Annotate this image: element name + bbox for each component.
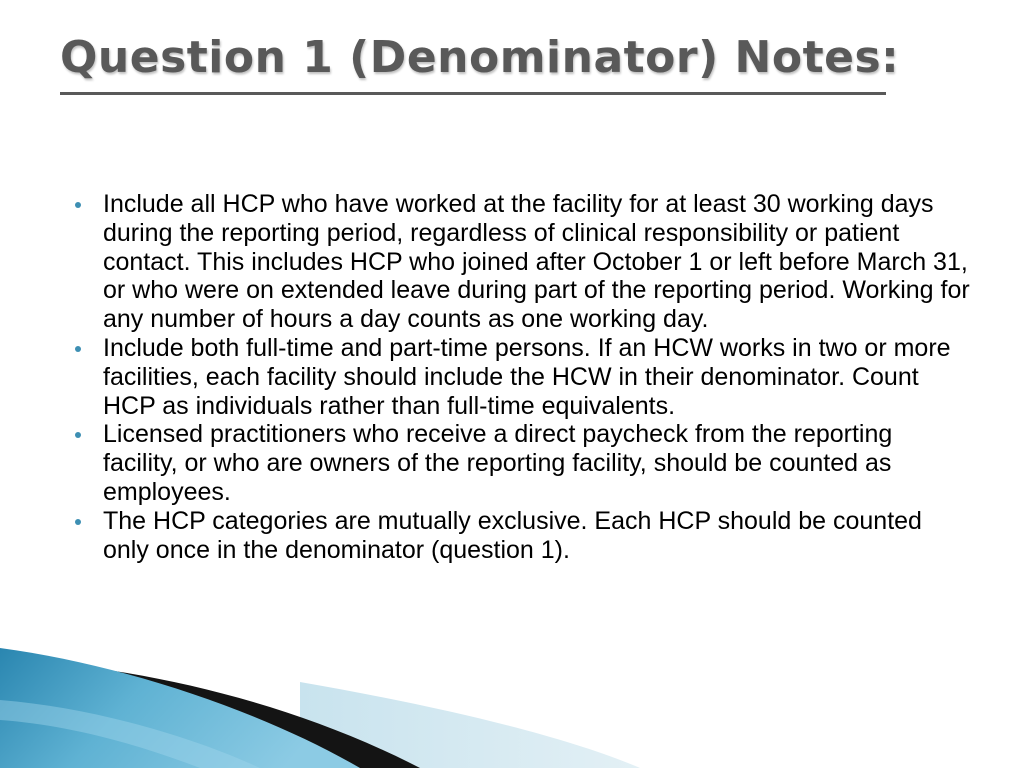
teal-highlight [0,700,260,768]
bullet-dot-icon [75,519,81,525]
bullet-item-2 [72,334,972,420]
dark-swoosh [40,662,420,768]
bullet-text-1: Include all HCP who have worked at the facility for at least 30 working days during the reporting period, regardless of clinical responsibility or patient contact. This includes HCP who joined after October 1 or left before March 31, or who were on extended leave during part of the reporting period. Working for any number of hours a day counts as one working day. [103,190,970,334]
pale-band [300,682,640,768]
bullet-item-3 [72,420,972,506]
bullet-list [72,190,972,564]
bullet-text-4: The HCP categories are mutually exclusive. Each HCP should be counted only once in the denominator (question 1). [103,506,922,564]
bullet-text-3: Licensed practitioners who receive a direct paycheck from the reporting facility, or who are owners of the reporting facility, should be counted as employees. [103,420,893,506]
bullet-dot-icon [75,202,81,208]
teal-swoosh [0,648,360,768]
slide-title: Question 1 (Denominator) Notes: [60,32,900,83]
bullet-item-4 [72,507,972,565]
bullet-dot-icon [75,346,81,352]
bullet-dot-icon [75,432,81,438]
title-underline [60,92,886,95]
bullet-text-2: Include both full-time and part-time persons. If an HCW works in two or more facilities, each facility should include the HCW in their denominator. Count HCP as individuals rather than full-time equivalents. [103,333,951,420]
bullet-item-1 [72,190,972,334]
